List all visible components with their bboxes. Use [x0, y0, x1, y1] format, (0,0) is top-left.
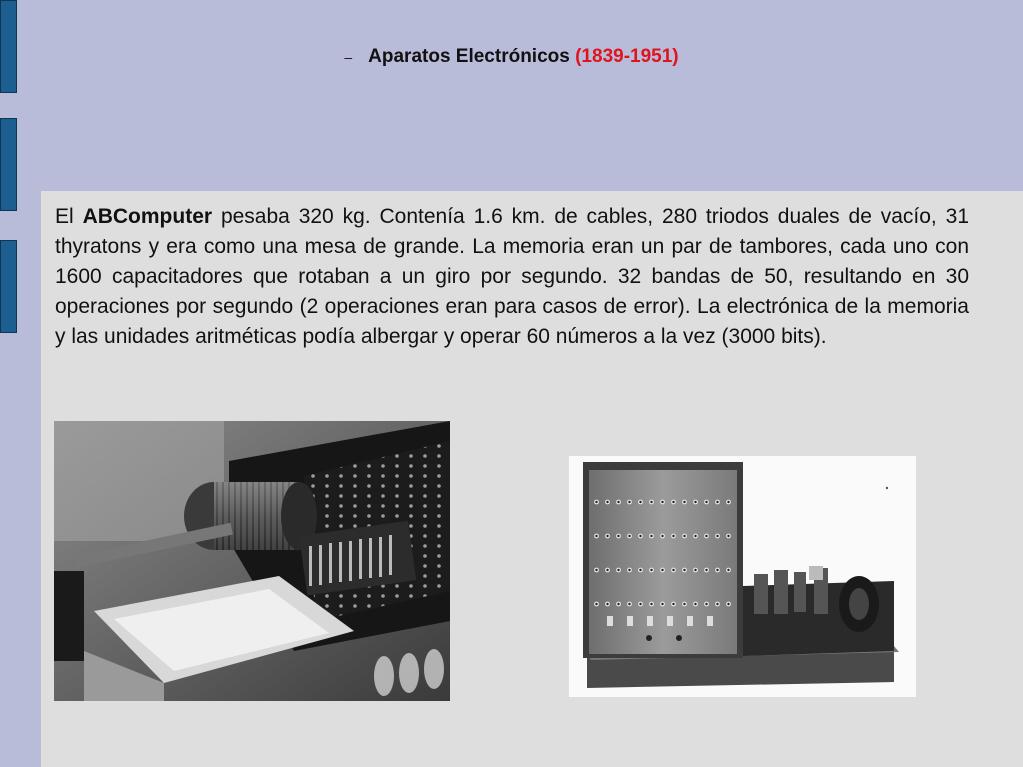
body-bold-term: ABComputer: [82, 205, 213, 228]
side-tab-3: [0, 240, 17, 333]
body-lead: El: [55, 205, 74, 228]
slide-title: [0, 46, 1023, 68]
abc-drum-photo: [54, 421, 450, 701]
body-text: pesaba 320 kg. Contenía 1.6 km. de cables, 280 triodos duales de vacío, 31 thyratons y era como una mesa de grande. La memoria eran un par de tambores, cada uno con 1600 capacitadores que rotaban a un giro por segundo. 32 bandas de 50, resultando en 30 operaciones por segundo (2 operaciones eran para casos de error). La electrónica de la memoria y las unidades aritméticas podía albergar y operar 60 números a la vez (3000 bits).: [55, 205, 969, 348]
title-dash: –: [344, 48, 353, 65]
side-tab-2: [0, 118, 17, 211]
content-panel: [41, 191, 1023, 767]
abc-machine-photo: [569, 456, 916, 697]
title-text: Aparatos Electrónicos: [368, 46, 570, 67]
title-years: (1839-1951): [575, 46, 679, 67]
body-paragraph: [55, 202, 969, 352]
